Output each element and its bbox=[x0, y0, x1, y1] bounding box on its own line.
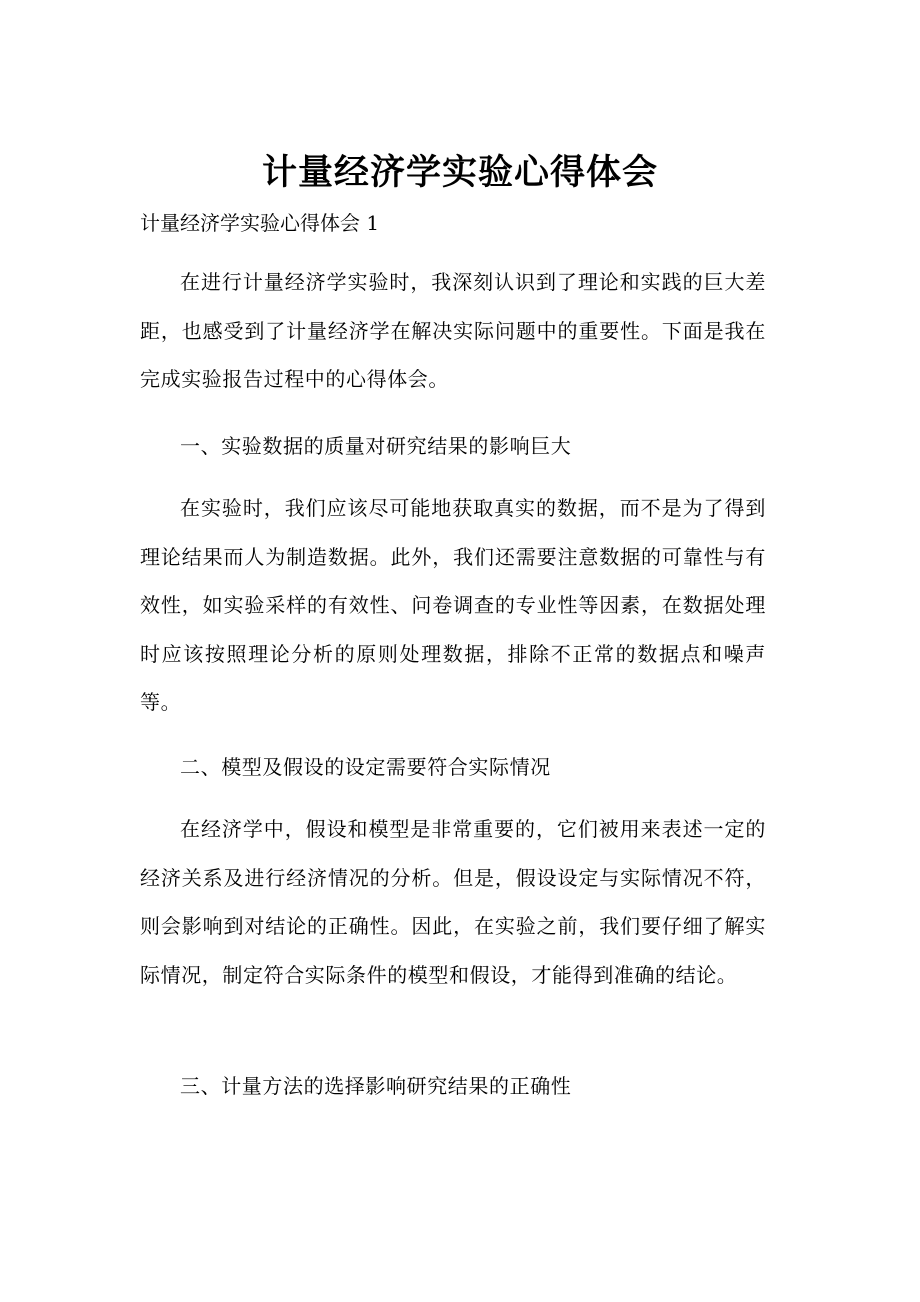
section-heading-2: 二、模型及假设的设定需要符合实际情况 bbox=[180, 755, 551, 779]
section-heading-3: 三、计量方法的选择影响研究结果的正确性 bbox=[180, 1074, 572, 1098]
section-body-2: 在经济学中，假设和模型是非常重要的，它们被用来表述一定的经济关系及进行经济情况的分析。但是，假设设定与实际情况不符，则会影响到对结论的正确性。因此，在实验之前，我们要仔细了解实际情况，制定符合实际条件的模型和假设，才能得到准确的结论。 bbox=[140, 817, 766, 987]
document-subtitle: 计量经济学实验心得体会 1 bbox=[140, 211, 380, 235]
section-body-1: 在实验时，我们应该尽可能地获取真实的数据，而不是为了得到理论结果而人为制造数据。此外，我们还需要注意数据的可靠性与有效性，如实验采样的有效性、问卷调查的专业性等因素，在数据处理时应该按照理论分析的原则处理数据，排除不正常的数据点和噪声等。 bbox=[140, 496, 766, 714]
section-heading-1: 一、实验数据的质量对研究结果的影响巨大 bbox=[180, 434, 572, 458]
intro-paragraph: 在进行计量经济学实验时，我深刻认识到了理论和实践的巨大差距，也感受到了计量经济学在解决实际问题中的重要性。下面是我在完成实验报告过程中的心得体会。 bbox=[140, 270, 766, 391]
document-title: 计量经济学实验心得体会 bbox=[261, 152, 658, 193]
